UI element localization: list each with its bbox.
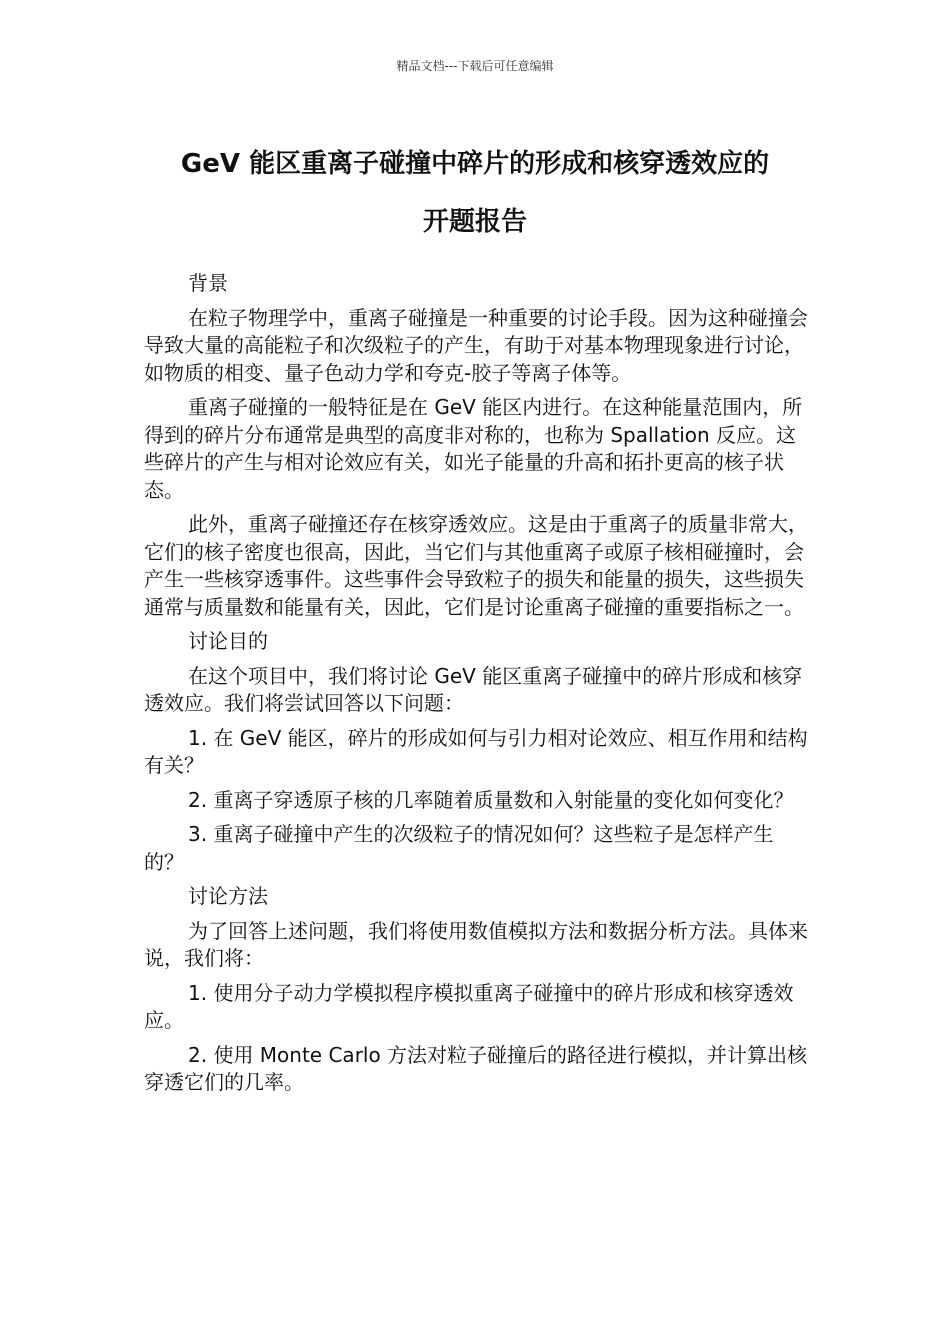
list-item-question-1: 1. 在 GeV 能区，碎片的形成如何与引力相对论效应、相互作用和结构有关？: [144, 725, 808, 777]
list-item-question-3: 3. 重离子碰撞中产生的次级粒子的情况如何？这些粒子是怎样产生的？: [144, 822, 774, 874]
paragraph-method-1: 为了回答上述问题，我们将使用数值模拟方法和数据分析方法。具体来说，我们将：: [144, 918, 808, 970]
title-line-2: 开题报告: [422, 207, 527, 237]
paragraph-background-3: 此外，重离子碰撞还存在核穿透效应。这是由于重离子的质量非常大，它们的核子密度也很高，因此，当它们与其他重离子或原子核相碰撞时，会产生一些核穿透事件。这些事件会导致粒子的损失和能量的损失，这些损失通常与质量数和能量有关，因此，它们是讨论重离子碰撞的重要指标之一。: [144, 512, 808, 619]
list-item-method-1: 1. 使用分子动力学模拟程序模拟重离子碰撞中的碎片形成和核穿透效应。: [144, 980, 794, 1032]
list-item-method-2: 2. 使用 Monte Carlo 方法对粒子碰撞后的路径进行模拟，并计算出核穿透它们的几率。: [144, 1042, 808, 1094]
list-item-question-2: 2. 重离子穿透原子核的几率随着质量数和入射能量的变化如何变化？: [188, 787, 794, 812]
paragraph-background-1: 在粒子物理学中，重离子碰撞是一种重要的讨论手段。因为这种碰撞会导致大量的高能粒子和次级粒子的产生，有助于对基本物理现象进行讨论，如物质的相变、量子色动力学和夸克-胶子等离子体等。: [144, 305, 808, 385]
section-heading-purpose: 讨论目的: [188, 629, 268, 653]
section-heading-method: 讨论方法: [188, 884, 268, 908]
header-note: 精品文档---下载后可任意编辑: [396, 59, 554, 73]
document-body: [144, 270, 810, 1104]
title-line-1: GeV 能区重离子碰撞中碎片的形成和核穿透效应的: [180, 149, 770, 179]
section-heading-background: 背景: [188, 271, 228, 295]
document-title: [120, 135, 830, 251]
paragraph-purpose-1: 在这个项目中，我们将讨论 GeV 能区重离子碰撞中的碎片形成和核穿透效应。我们将尝试回答以下问题：: [144, 663, 803, 715]
paragraph-background-2: 重离子碰撞的一般特征是在 GeV 能区内进行。在这种能量范围内，所得到的碎片分布通常是典型的高度非对称的，也称为 Spallation 反应。这些碎片的产生与相对论效应有关，如光子能量的升高和拓扑更高的核子状态。: [144, 395, 803, 502]
